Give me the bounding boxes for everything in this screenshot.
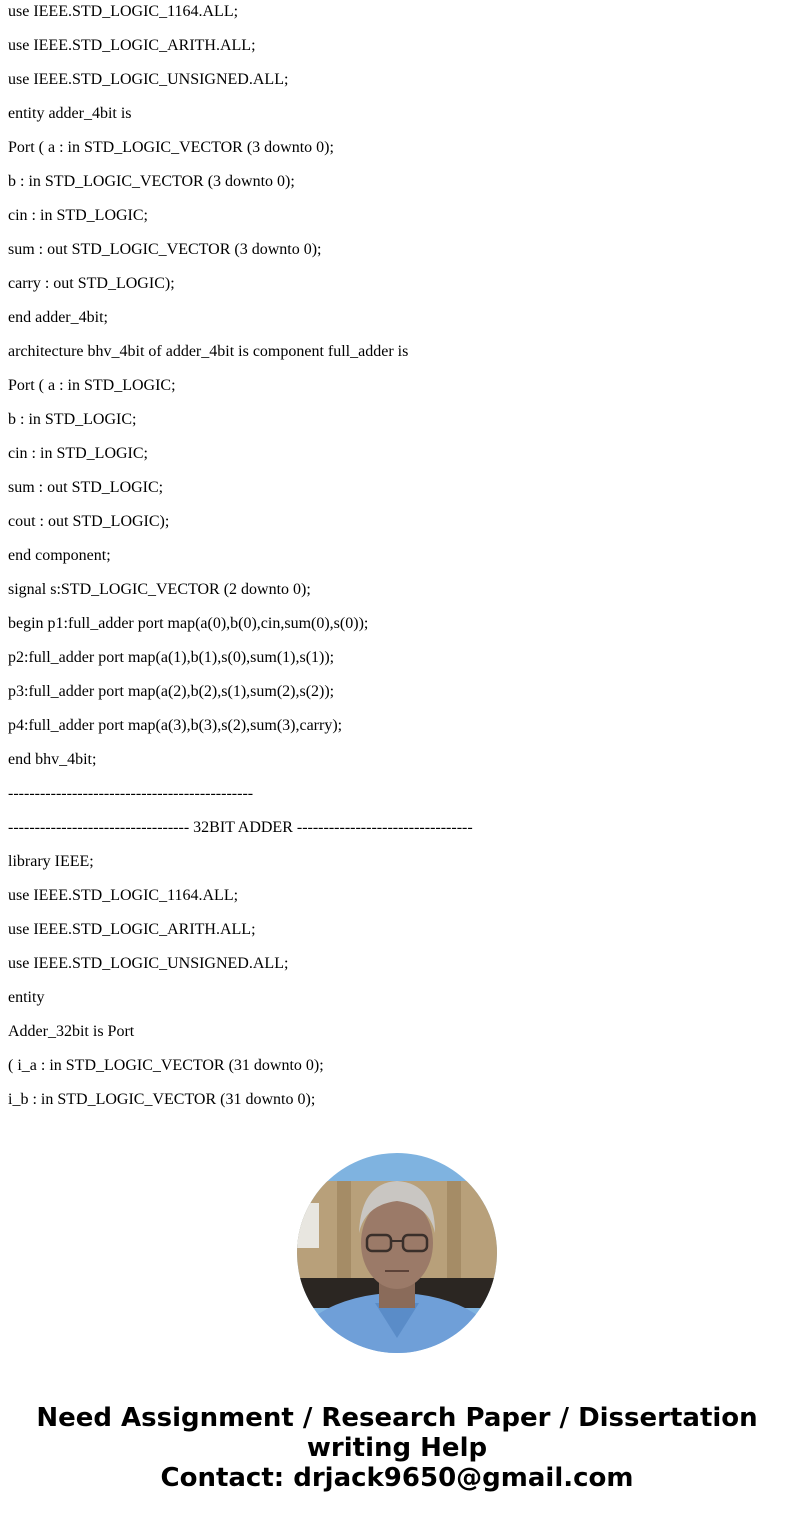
promo-banner — [0, 1403, 794, 1493]
code-line: library IEEE; — [8, 853, 94, 870]
code-line: sum : out STD_LOGIC_VECTOR (3 downto 0); — [8, 241, 322, 258]
code-line: cout : out STD_LOGIC); — [8, 513, 170, 530]
person-photo-icon — [297, 1153, 497, 1353]
code-line: end adder_4bit; — [8, 309, 108, 326]
promo-contact-email: Contact: drjack9650@gmail.com — [160, 1463, 634, 1493]
author-avatar — [297, 1153, 497, 1353]
code-line: architecture bhv_4bit of adder_4bit is component full_adder is — [8, 343, 409, 360]
code-line: use IEEE.STD_LOGIC_1164.ALL; — [8, 3, 239, 20]
code-line: cin : in STD_LOGIC; — [8, 445, 148, 462]
code-line: cin : in STD_LOGIC; — [8, 207, 148, 224]
code-line: use IEEE.STD_LOGIC_UNSIGNED.ALL; — [8, 955, 289, 972]
code-line: signal s:STD_LOGIC_VECTOR (2 downto 0); — [8, 581, 311, 598]
code-line: b : in STD_LOGIC; — [8, 411, 137, 428]
code-line: i_b : in STD_LOGIC_VECTOR (31 downto 0); — [8, 1091, 316, 1108]
promo-line-2: writing Help — [306, 1433, 488, 1463]
code-line: Port ( a : in STD_LOGIC_VECTOR (3 downto 0); — [8, 139, 334, 156]
code-listing — [8, 2, 473, 1124]
code-line: use IEEE.STD_LOGIC_ARITH.ALL; — [8, 37, 256, 54]
code-line: Adder_32bit is Port — [8, 1023, 135, 1040]
section-heading-32bit-adder: ---------------------------------- 32BIT ADDER --------------------------------- — [8, 819, 473, 836]
code-line: p2:full_adder port map(a(1),b(1),s(0),sum(1),s(1)); — [8, 649, 335, 666]
code-line: sum : out STD_LOGIC; — [8, 479, 164, 496]
code-line: use IEEE.STD_LOGIC_1164.ALL; — [8, 887, 239, 904]
code-line: end component; — [8, 547, 111, 564]
code-line: use IEEE.STD_LOGIC_ARITH.ALL; — [8, 921, 256, 938]
promo-line-1: Need Assignment / Research Paper / Dissertation — [36, 1403, 758, 1433]
separator-line: ---------------------------------------------- — [8, 785, 254, 802]
code-line: entity — [8, 989, 45, 1006]
code-line: b : in STD_LOGIC_VECTOR (3 downto 0); — [8, 173, 295, 190]
code-line: begin p1:full_adder port map(a(0),b(0),cin,sum(0),s(0)); — [8, 615, 369, 632]
code-line: entity adder_4bit is — [8, 105, 132, 122]
code-line: p3:full_adder port map(a(2),b(2),s(1),sum(2),s(2)); — [8, 683, 335, 700]
code-line: ( i_a : in STD_LOGIC_VECTOR (31 downto 0); — [8, 1057, 324, 1074]
code-line: end bhv_4bit; — [8, 751, 97, 768]
code-line: Port ( a : in STD_LOGIC; — [8, 377, 176, 394]
code-line: carry : out STD_LOGIC); — [8, 275, 175, 292]
code-line: use IEEE.STD_LOGIC_UNSIGNED.ALL; — [8, 71, 289, 88]
code-line: p4:full_adder port map(a(3),b(3),s(2),sum(3),carry); — [8, 717, 343, 734]
